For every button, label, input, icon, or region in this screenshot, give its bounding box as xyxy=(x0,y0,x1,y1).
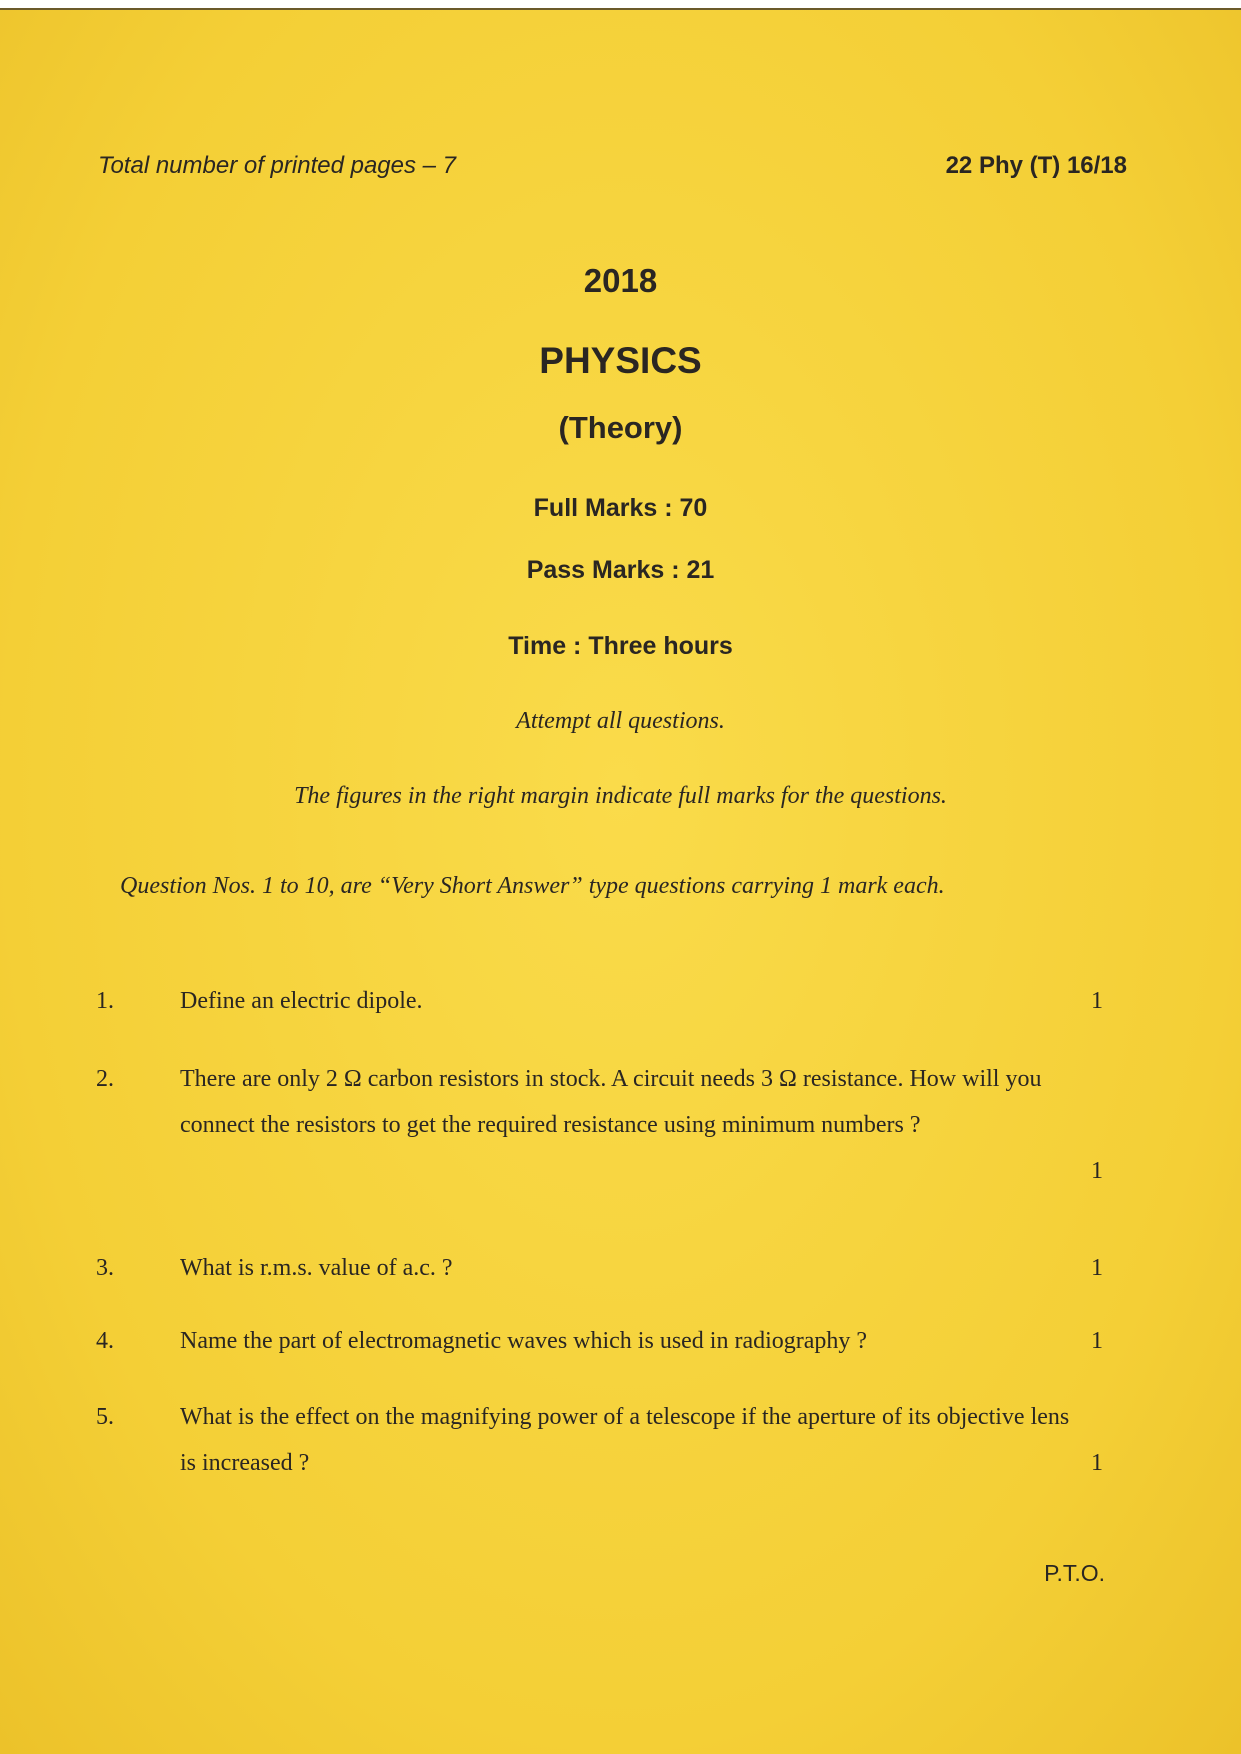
full-marks: Full Marks : 70 xyxy=(533,494,708,522)
question-text: What is r.m.s. value of a.c. ? xyxy=(180,1255,453,1281)
section-note: Question Nos. 1 to 10, are “Very Short Answer” type questions carrying 1 mark each. xyxy=(120,873,945,899)
question-marks: 1 xyxy=(1091,1450,1103,1476)
question-number: 3. xyxy=(96,1255,114,1281)
paper-code: 22 Phy (T) 16/18 xyxy=(945,152,1127,179)
exam-year: 2018 xyxy=(583,262,658,299)
question-text: What is the effect on the magnifying power of a telescope if the aperture of its objective lens is increased ? xyxy=(180,1404,1070,1476)
attempt-instruction: Attempt all questions. xyxy=(516,708,725,734)
question-marks: 1 xyxy=(1091,988,1103,1014)
question-number: 4. xyxy=(96,1328,114,1354)
subject-title: PHYSICS xyxy=(539,340,702,381)
paper-type: (Theory) xyxy=(558,410,683,445)
question-number: 5. xyxy=(96,1404,114,1430)
question-text: Define an electric dipole. xyxy=(180,988,423,1014)
printed-pages-note: Total number of printed pages – 7 xyxy=(98,152,457,179)
figures-instruction: The figures in the right margin indicate full marks for the questions. xyxy=(294,783,947,809)
question-marks: 1 xyxy=(1091,1255,1103,1281)
question-number: 2. xyxy=(96,1066,114,1092)
question-text: There are only 2 Ω carbon resistors in stock. A circuit needs 3 Ω resistance. How will you connect the resistors to get the required resistance using minimum numbers ? xyxy=(180,1066,1042,1138)
question-text: Name the part of electromagnetic waves which is used in radiography ? xyxy=(180,1328,868,1354)
question-marks: 1 xyxy=(1091,1158,1103,1184)
pass-marks: Pass Marks : 21 xyxy=(526,556,715,584)
exam-time: Time : Three hours xyxy=(508,632,733,660)
pto-note: P.T.O. xyxy=(1044,1560,1105,1586)
question-marks: 1 xyxy=(1091,1328,1103,1354)
paper-top-edge xyxy=(0,0,1241,10)
question-number: 1. xyxy=(96,988,114,1014)
